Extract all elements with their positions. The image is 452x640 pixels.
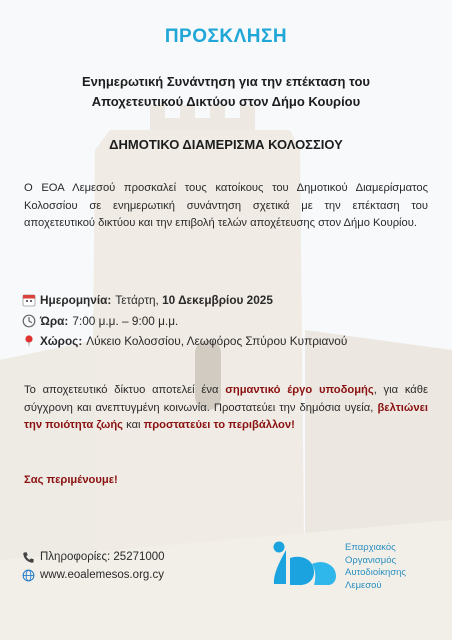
highlight-infrastructure: σημαντικό έργο υποδομής <box>225 384 374 396</box>
clock-icon <box>22 314 36 328</box>
phone-icon <box>22 551 35 564</box>
org-name-line-4: Λεμεσού <box>345 579 382 591</box>
time-row <box>22 311 432 332</box>
phone-line <box>22 548 165 566</box>
page-title: ΠΡΟΣΚΛΗΣΗ <box>164 26 288 47</box>
closing-text: Σας περιμένουμε! <box>24 474 118 486</box>
pin-icon <box>22 334 36 348</box>
meeting-subtitle <box>30 72 422 112</box>
time-value: 7:00 μ.μ. – 9:00 μ.μ. <box>72 313 179 328</box>
intro-paragraph: Ο ΕΟΑ Λεμεσού προσκαλεί τους κατοίκους του Δημοτικού Διαμερίσματος Κολοσσίου σε ενημερωτική συνάντηση σχετικά με την επέκταση του αποχετευτικού δικτύου και την επιβολή τελών αποχέτευσης στον Δήμο Κουρίου. <box>24 182 428 229</box>
calendar-icon <box>22 293 36 307</box>
website-link[interactable]: www.eoalemesos.org.cy <box>40 569 164 581</box>
body-text-3: και <box>123 419 144 431</box>
org-name-line-2: Οργανισμός <box>345 554 397 566</box>
org-name-line-3: Αυτοδιοίκησης <box>345 567 406 578</box>
date-row <box>22 290 432 311</box>
body-text-1: Το αποχετευτικό δίκτυο αποτελεί ένα <box>24 384 226 396</box>
phone-text: Πληροφορίες: 25271000 <box>40 551 165 563</box>
date-label: Ημερομηνία: <box>40 293 112 307</box>
time-label: Ώρα: <box>40 313 69 328</box>
body-text-4: ! <box>291 419 295 431</box>
web-line[interactable] <box>22 566 165 584</box>
subtitle-line-2: Αποχετευτικού Δικτύου στον Δήμο Κουρίου <box>91 94 361 109</box>
org-name <box>345 542 406 592</box>
eoa-logo <box>270 538 340 588</box>
event-details <box>22 290 432 352</box>
place-row <box>22 331 432 352</box>
highlight-quality-of-life: βελτιώνει την ποιότητα ζωής <box>24 401 428 431</box>
contact-info <box>22 548 165 584</box>
globe-icon <box>22 569 35 582</box>
body-text-2: , για κάθε σύγχρονη και ανεπτυγμένη κοινωνία. Προστατεύει την δημόσια υγεία, <box>24 384 428 414</box>
infrastructure-paragraph <box>24 382 428 435</box>
date-day: Τετάρτη, <box>115 293 159 307</box>
place-value: Λύκειο Κολοσσίου, Λεωφόρος Σπύρου Κυπριανού <box>86 334 348 348</box>
district-heading: ΔΗΜΟΤΙΚΟ ΔΙΑΜΕΡΙΣΜΑ ΚΟΛΟΣΣΙΟΥ <box>109 137 343 152</box>
place-label: Χώρος: <box>40 334 83 348</box>
date-value: 10 Δεκεμβρίου 2025 <box>162 293 273 307</box>
highlight-environment: προστατεύει το περιβάλλον <box>143 419 292 431</box>
subtitle-line-1: Ενημερωτική Συνάντηση για την επέκταση του <box>82 74 370 89</box>
org-name-line-1: Επαρχιακός <box>345 542 396 553</box>
